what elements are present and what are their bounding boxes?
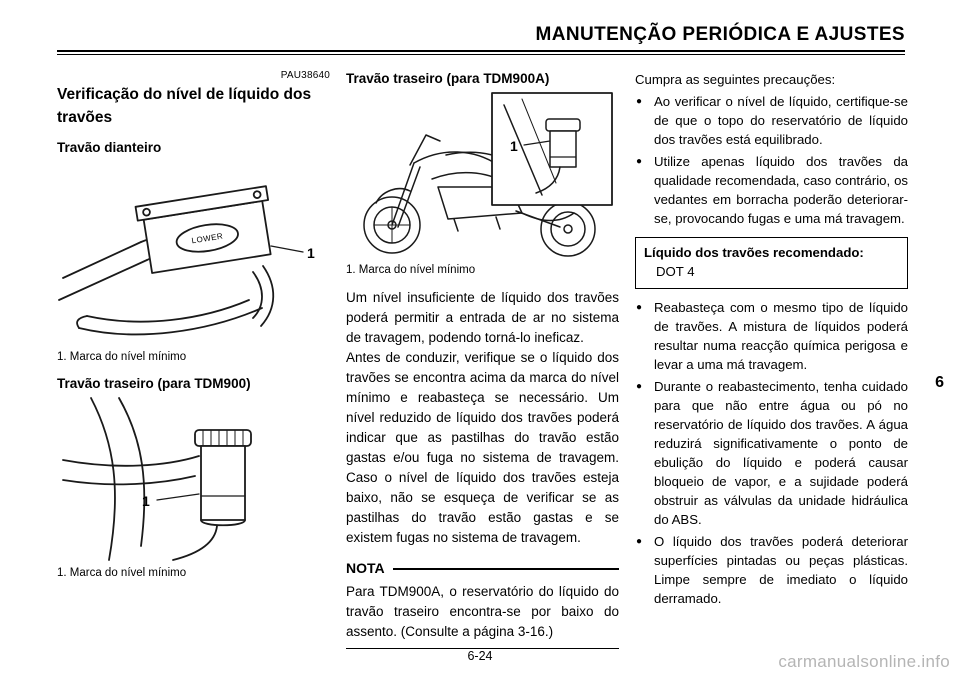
recommended-fluid-value: DOT 4 <box>656 264 695 279</box>
motorcycle-figure <box>346 91 619 261</box>
body-paragraph: Um nível insuficiente de líquido dos travões poderá permitir a entrada de ar no sistema de travagem, podendo torná-lo ineficaz. <box>346 290 619 345</box>
figure-callout-1: 1 <box>510 138 518 154</box>
title-double-rule <box>57 50 905 55</box>
figure-caption: 1. Marca do nível mínimo <box>346 264 476 276</box>
chapter-number-tab: 6 <box>935 374 944 391</box>
nota-text: Para TDM900A, o reservatório do líquido do travão traseiro encontra-se por baixo do assento. (Consulte a página 3-16.) <box>346 584 619 639</box>
precautions-intro: Cumpra as seguintes precauções: <box>635 72 836 87</box>
watermark: carmanualsonline.info <box>778 652 950 671</box>
reference-code: PAU38640 <box>280 70 330 81</box>
recommended-fluid-box <box>635 237 908 289</box>
precaution-item: ● Ao verificar o nível de líquido, certifique-se de que o topo do reservatório de líquido dos travões está equilibrado. <box>635 92 908 149</box>
nota-label: NOTA <box>346 560 385 576</box>
page-number: 6-24 <box>467 649 493 663</box>
recommended-fluid-title: Líquido dos travões recomendado: <box>644 245 864 260</box>
figure-callout-1: 1 <box>307 245 315 261</box>
page-title: MANUTENÇÃO PERIÓDICA E AJUSTES <box>535 24 905 45</box>
nota-rule <box>393 568 619 569</box>
column-right <box>635 70 908 608</box>
precaution-item: ● Utilize apenas líquido dos travões da qualidade recomendada, caso contrário, os vedantes em borracha poderão deteriorar-se, provocando fugas e uma má travagem. <box>635 152 908 228</box>
figure-callout-1: 1 <box>142 493 150 509</box>
column-left <box>57 70 330 581</box>
figure-caption: 1. Marca do nível mínimo <box>57 567 187 579</box>
figure-caption: 1. Marca do nível mínimo <box>57 351 187 363</box>
lower-mark-label: LOWER <box>190 231 224 246</box>
front-brake-illustration <box>57 160 330 348</box>
precaution-item: ● Reabasteça com o mesmo tipo de líquido de travões. A mistura de líquidos poderá resultar numa reacção química perigosa e levar a uma má travagem. <box>635 298 908 374</box>
nota-header <box>346 560 619 576</box>
section-heading: Verificação do nível de líquido dos travões <box>57 86 312 126</box>
rear-brake-illustration <box>57 396 330 564</box>
precaution-item: ● Durante o reabastecimento, tenha cuidado para que não entre água ou pó no reservatório de líquido dos travões. A água reduzirá significativamente o ponto de ebulição do líquido e poderá causar bloqueio de vapor, e a sujidade poderá obstruir as válvulas da unidade hidráulica do ABS. <box>635 377 908 529</box>
subheading-rear-brake-tdm900a: Travão traseiro (para TDM900A) <box>346 71 550 86</box>
rear-brake-reservoir-figure <box>57 396 330 564</box>
front-brake-reservoir-figure <box>57 160 330 348</box>
subheading-rear-brake-tdm900: Travão traseiro (para TDM900) <box>57 376 251 391</box>
motorcycle-illustration <box>346 91 619 261</box>
column-middle <box>346 70 619 649</box>
body-paragraph: Antes de conduzir, verifique se o líquido dos travões se encontra acima da marca do nível mínimo e reabasteça se necessário. Um nível reduzido de líquido dos travões poderá indicar que as pastilhas do travão estão gastas e/ou fuga no sistema de travagem. Caso o nível de líquido dos travões esteja baixo, não se esqueça de verificar se as pastilhas do travão estão gastas e se existem fugas no sistema de travagem. <box>346 350 619 545</box>
precaution-item: ● O líquido dos travões poderá deteriorar superfícies pintadas ou peças plásticas. Limpe sempre de imediato o líquido derramado. <box>635 532 908 608</box>
subheading-front-brake: Travão dianteiro <box>57 140 162 155</box>
